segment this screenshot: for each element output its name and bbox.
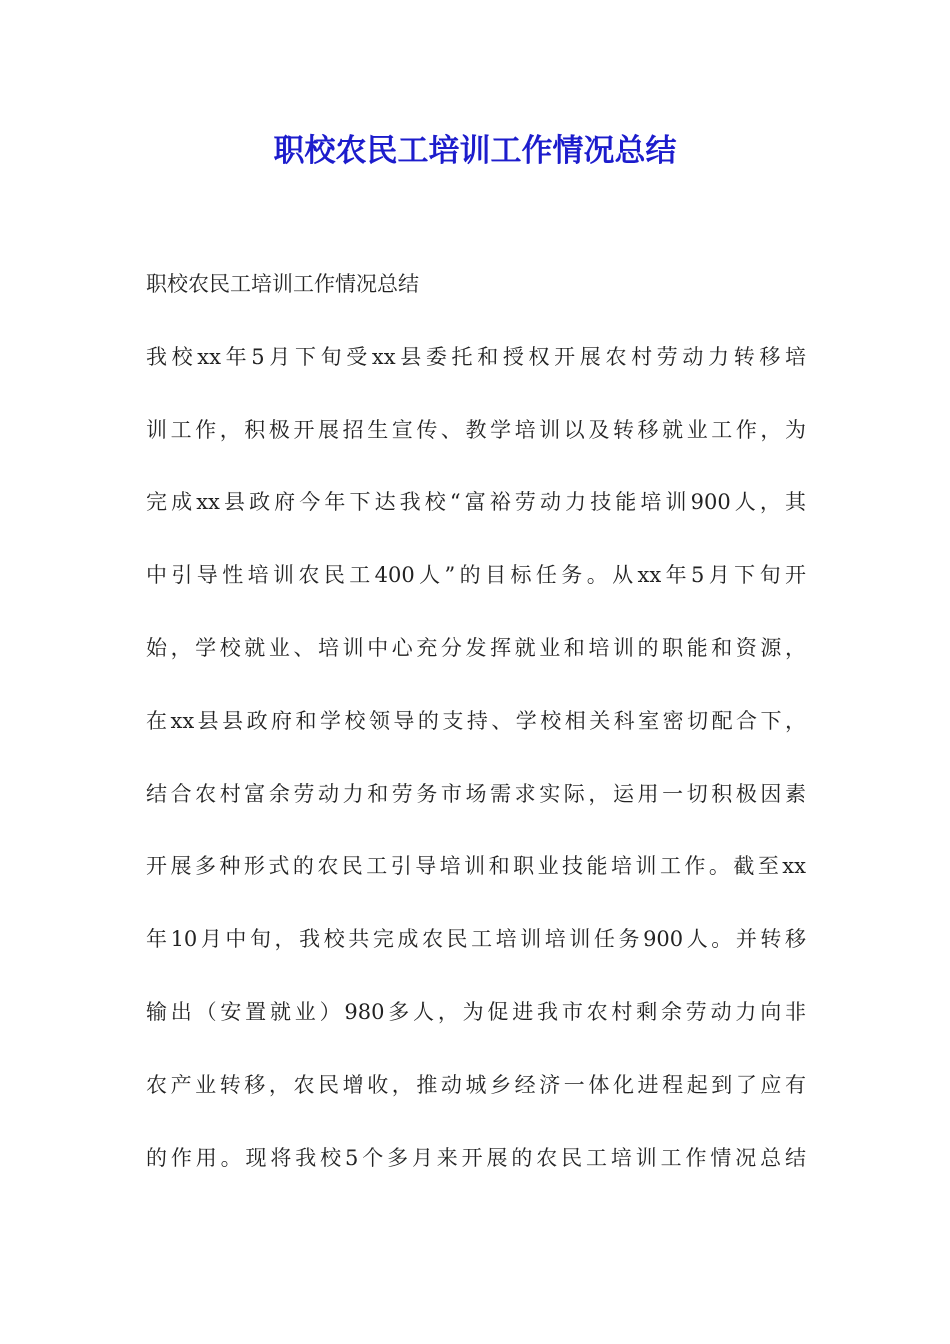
document-body (146, 264, 806, 1210)
paragraph-line: 训工作，积极开展招生宣传、教学培训以及转移就业工作，为 (146, 417, 806, 442)
paragraph-line: 我校xx年5月下旬受xx县委托和授权开展农村劳动力转移培 (146, 344, 806, 369)
paragraph-line: 农产业转移，农民增收，推动城乡经济一体化进程起到了应有 (146, 1072, 806, 1097)
paragraph-line: 始，学校就业、培训中心充分发挥就业和培训的职能和资源， (146, 635, 806, 660)
paragraph-line: 年10月中旬，我校共完成农民工培训培训任务900人。并转移 (146, 927, 806, 952)
paragraph-line: 的作用。现将我校5个多月来开展的农民工培训工作情况总结 (146, 1145, 806, 1170)
paragraph-line: 在xx县县政府和学校领导的支持、学校相关科室密切配合下， (146, 708, 806, 733)
paragraph-line: 开展多种形式的农民工引导培训和职业技能培训工作。截至xx (146, 854, 806, 879)
document-title: 职校农民工培训工作情况总结 (273, 133, 677, 169)
paragraph-line: 输出（安置就业）980多人，为促进我市农村剩余劳动力向非 (146, 999, 806, 1024)
paragraph-line: 完成xx县政府今年下达我校“富裕劳动力技能培训900人，其 (146, 490, 806, 515)
paragraph-line: 结合农村富余劳动力和劳务市场需求实际，运用一切积极因素 (146, 781, 806, 806)
paragraph-line: 中引导性培训农民工400人”的目标任务。从xx年5月下旬开 (146, 563, 806, 588)
document-subtitle: 职校农民工培训工作情况总结 (146, 272, 419, 296)
